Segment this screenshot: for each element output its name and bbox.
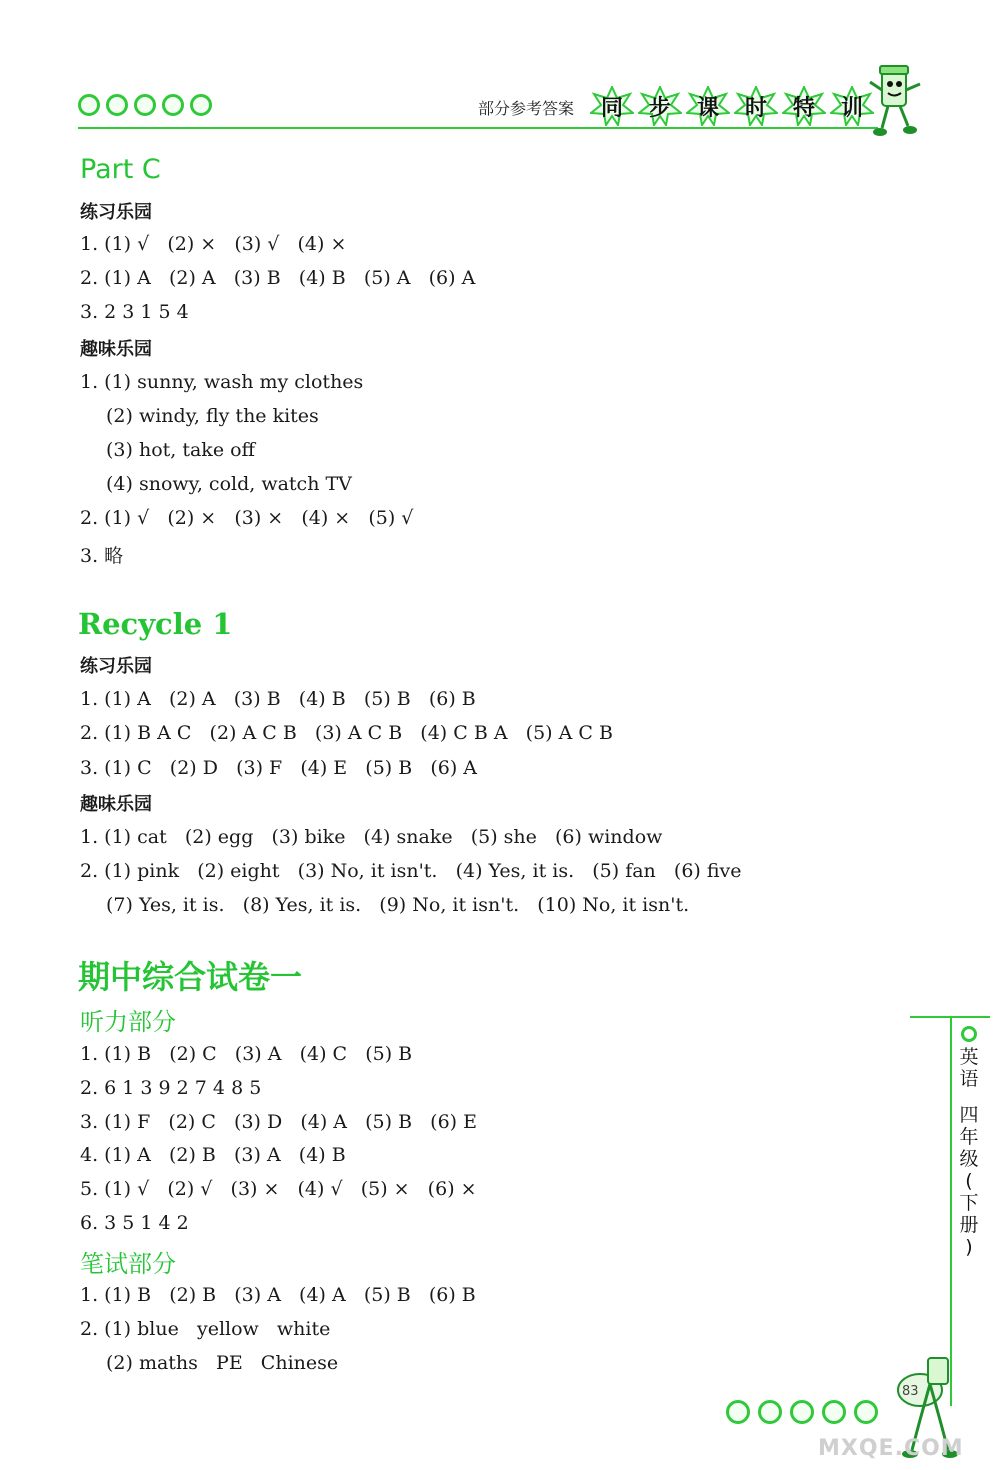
- header-title: [590, 86, 874, 126]
- answer-line: 4. (1) A (2) B (3) A (4) B: [80, 1144, 346, 1166]
- decor-circle-icon: [162, 94, 184, 116]
- decor-circle-icon: [822, 1400, 846, 1424]
- header-divider: [78, 127, 878, 129]
- decor-circle-icon: [854, 1400, 878, 1424]
- side-tab-char: 下: [959, 1192, 979, 1214]
- title-char: 步: [648, 95, 671, 121]
- decor-circle-icon: [758, 1400, 782, 1424]
- section-heading-midterm: 期中综合试卷一: [78, 958, 303, 996]
- answer-line: 2. (1) √ (2) × (3) × (4) × (5) √: [80, 507, 414, 529]
- answer-line: 3. 略: [80, 545, 124, 567]
- title-star: [638, 86, 682, 126]
- answer-line: 3. (1) C (2) D (3) F (4) E (5) B (6) A: [80, 757, 477, 779]
- title-char: 课: [696, 95, 719, 121]
- side-tab-char: 四: [959, 1104, 979, 1126]
- title-char: 时: [744, 95, 767, 121]
- answer-line: 1. (1) √ (2) × (3) √ (4) ×: [80, 233, 347, 255]
- decor-circle-icon: [726, 1400, 750, 1424]
- section-heading-recycle: Recycle 1: [78, 607, 233, 641]
- pencil-mascot-icon: [866, 62, 926, 146]
- answer-line: 1. (1) cat (2) egg (3) bike (4) snake (5) she (6) window: [80, 826, 663, 848]
- side-tab-char: 级: [959, 1148, 979, 1170]
- answer-line: (3) hot, take off: [106, 439, 256, 461]
- answer-line: 6. 3 5 1 4 2: [80, 1212, 189, 1234]
- answer-line: 1. (1) A (2) A (3) B (4) B (5) B (6) B: [80, 688, 476, 710]
- decor-circle-icon: [961, 1026, 977, 1042]
- answer-line: (7) Yes, it is. (8) Yes, it is. (9) No, it isn't. (10) No, it isn't.: [106, 894, 690, 916]
- title-star: [734, 86, 778, 126]
- side-tab-border: [950, 1016, 952, 1406]
- title-char: 训: [840, 95, 863, 121]
- side-tab-char: 册: [959, 1214, 979, 1236]
- answer-line: 3. 2 3 1 5 4: [80, 301, 189, 323]
- subheading-written: 笔试部分: [80, 1250, 176, 1278]
- side-tab-char: ): [965, 1236, 973, 1258]
- decor-circle-icon: [106, 94, 128, 116]
- header-subtitle: 部分参考答案: [478, 99, 575, 118]
- answer-line: (2) maths PE Chinese: [106, 1352, 339, 1374]
- subheading-practice: 练习乐园: [80, 656, 152, 677]
- answer-line: 1. (1) B (2) C (3) A (4) C (5) B: [80, 1043, 413, 1065]
- side-tab-char: 英: [959, 1046, 979, 1068]
- title-star: [590, 86, 634, 126]
- answer-line: 2. (1) blue yellow white: [80, 1318, 331, 1340]
- watermark: MXQE.COM: [818, 1436, 964, 1461]
- subheading-fun: 趣味乐园: [80, 339, 152, 360]
- answer-line: 5. (1) √ (2) √ (3) × (4) √ (5) × (6) ×: [80, 1178, 477, 1200]
- answer-line: (4) snowy, cold, watch TV: [106, 473, 352, 495]
- side-tab-char: 语: [959, 1068, 979, 1090]
- decor-circle-icon: [790, 1400, 814, 1424]
- title-char: 特: [792, 95, 815, 121]
- answer-line: 2. 6 1 3 9 2 7 4 8 5: [80, 1077, 262, 1099]
- title-char: 同: [600, 95, 623, 121]
- side-tab: [956, 1026, 982, 1258]
- answer-line: 2. (1) A (2) A (3) B (4) B (5) A (6) A: [80, 267, 476, 289]
- decor-circle-icon: [78, 94, 100, 116]
- side-tab-char: (: [965, 1170, 973, 1192]
- subheading-listening: 听力部分: [80, 1008, 176, 1036]
- subheading-practice: 练习乐园: [80, 202, 152, 223]
- title-star: [782, 86, 826, 126]
- title-star: [686, 86, 730, 126]
- side-tab-char: 年: [959, 1126, 979, 1148]
- subheading-fun: 趣味乐园: [80, 794, 152, 815]
- answer-line: 1. (1) B (2) B (3) A (4) A (5) B (6) B: [80, 1284, 476, 1306]
- header-decor-circles: [78, 94, 212, 116]
- answer-line: 2. (1) pink (2) eight (3) No, it isn't. (4) Yes, it is. (5) fan (6) five: [80, 860, 742, 882]
- answer-line: 2. (1) B A C (2) A C B (3) A C B (4) C B A (5) A C B: [80, 722, 613, 744]
- section-heading-part-c: Part C: [80, 154, 161, 185]
- answer-line: (2) windy, fly the kites: [106, 405, 319, 427]
- answer-line: 1. (1) sunny, wash my clothes: [80, 371, 364, 393]
- answer-line: 3. (1) F (2) C (3) D (4) A (5) B (6) E: [80, 1111, 477, 1133]
- decor-circle-icon: [134, 94, 156, 116]
- decor-circle-icon: [190, 94, 212, 116]
- page-number: 83: [902, 1384, 919, 1399]
- footer-decor-circles: [726, 1400, 878, 1424]
